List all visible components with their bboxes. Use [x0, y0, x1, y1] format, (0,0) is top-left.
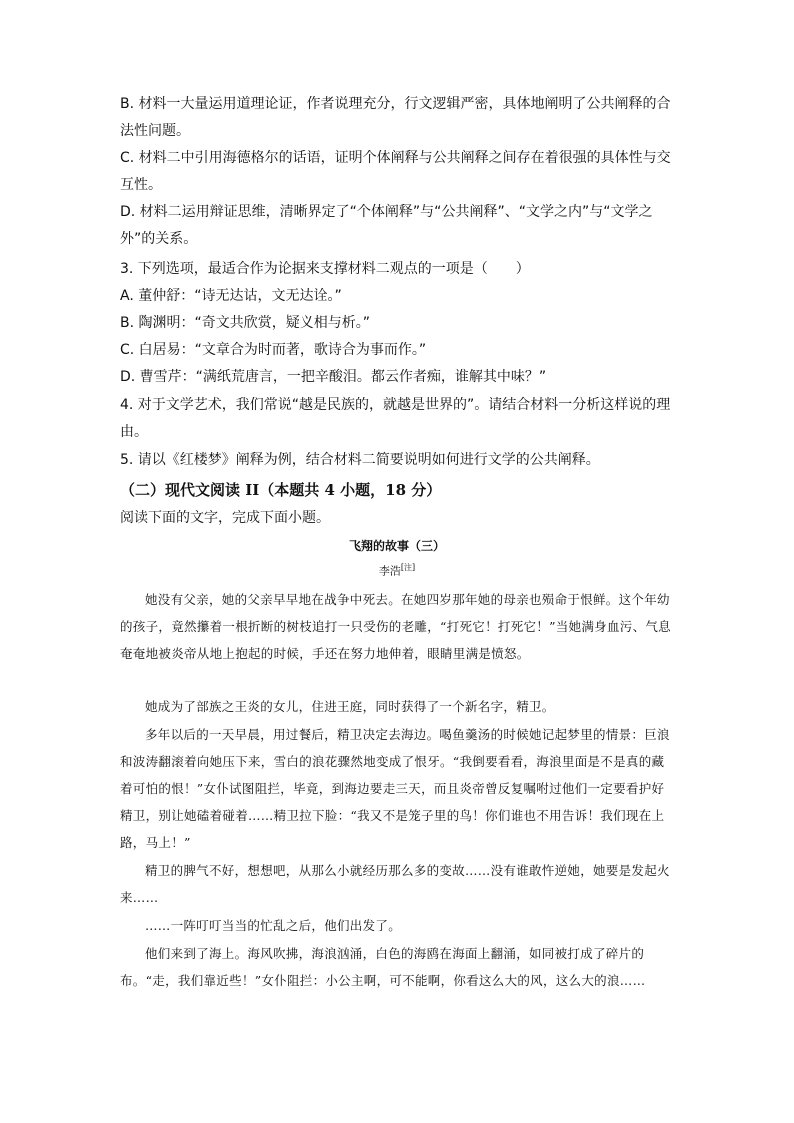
question-3: 3. 下列选项，最适合作为论据来支撑材料二观点的一项是（ ） — [120, 261, 530, 277]
question-5: 5. 请以《红楼梦》阐释为例，结合材料二简要说明如何进行文学的公共阐释。 — [120, 452, 600, 468]
story-paragraph: 多年以后的一天早晨，用过餐后，精卫决定去海边。喝鱼羹汤的时候她记起梦里的情景：巨浪和波涛翻滚着向她压下来，雪白的浪花骤然地变成了恨牙。“我倒要看看，海浪里面是不是真的藏着可怕的恨！”女仆试图阻拦，毕竟，到海边要走三天，而且炎帝曾反复嘱咐过他们一定要看护好精卫，别让她磕着碰着……精卫拉下脸：“我又不是笼子里的鸟！你们谁也不用告诉！我们现在上路，马上！” — [120, 727, 670, 850]
story-author — [0, 562, 794, 579]
question-3-option-c: C. 白居易：“文章合为时而著，歌诗合为事而作。” — [120, 342, 427, 358]
option-b: B. 材料一大量运用道理论证，作者说理充分，行文逻辑严密，具体地阐明了公共阐释的合法性问题。 — [120, 96, 671, 139]
option-d: D. 材料二运用辩证思维，清晰界定了“个体阐释”与“公共阐释”、“文学之内”与“文学之外”的关系。 — [120, 204, 653, 247]
question-3-option-d: D. 曹雪芹：“满纸荒唐言，一把辛酸泪。都云作者痴，谁解其中味？” — [120, 369, 547, 385]
story-paragraph: 他们来到了海上。海风吹拂，海浪汹涌，白色的海鸥在海面上翻涌，如同被打成了碎片的布。“走，我们靠近些！”女仆阻拦：小公主啊，可不能啊，你看这么大的风，这么大的浪…… — [120, 946, 646, 988]
story-paragraph: 精卫的脾气不好，想想吧，从那么小就经历那么多的变故……没有谁敢忤逆她，她要是发起火来…… — [120, 863, 670, 905]
story-paragraph: ……一阵叮叮当当的忙乱之后，他们出发了。 — [145, 918, 402, 933]
section-instruction: 阅读下面的文字，完成下面小题。 — [120, 510, 330, 526]
story-title: 飞翔的故事（三） — [348, 539, 445, 553]
option-c: C. 材料二中引用海德格尔的话语，证明个体阐释与公共阐释之间存在着很强的具体性与交互性。 — [120, 150, 671, 193]
story-paragraph: 她成为了部族之王炎的女儿，住进王庭，同时获得了一个新名字，精卫。 — [145, 699, 555, 714]
story-paragraph: 她没有父亲，她的父亲早早地在战争中死去。在她四岁那年她的母亲也殒命于恨鲜。这个年幼的孩子，竟然攥着一根折断的树枝追打一只受伤的老雕，“打死它！打死它！”当她满身血污、气息奄奄地被炎帝从地上抱起的时候，手还在努力地伸着，眼睛里满是愤怒。 — [120, 592, 671, 661]
question-4: 4. 对于文学艺术，我们常说“越是民族的，就越是世界的”。请结合材料一分析这样说的理由。 — [120, 397, 671, 440]
author-name: 李浩 — [378, 564, 401, 578]
section-heading: （二）现代文阅读 II（本题共 4 小题，18 分） — [120, 481, 442, 499]
author-note: [注] — [400, 563, 416, 572]
question-3-option-b: B. 陶渊明：“奇文共欣赏，疑义相与析。” — [120, 315, 371, 331]
question-3-option-a: A. 董仲舒：“诗无达诂，文无达诠。” — [120, 288, 342, 304]
